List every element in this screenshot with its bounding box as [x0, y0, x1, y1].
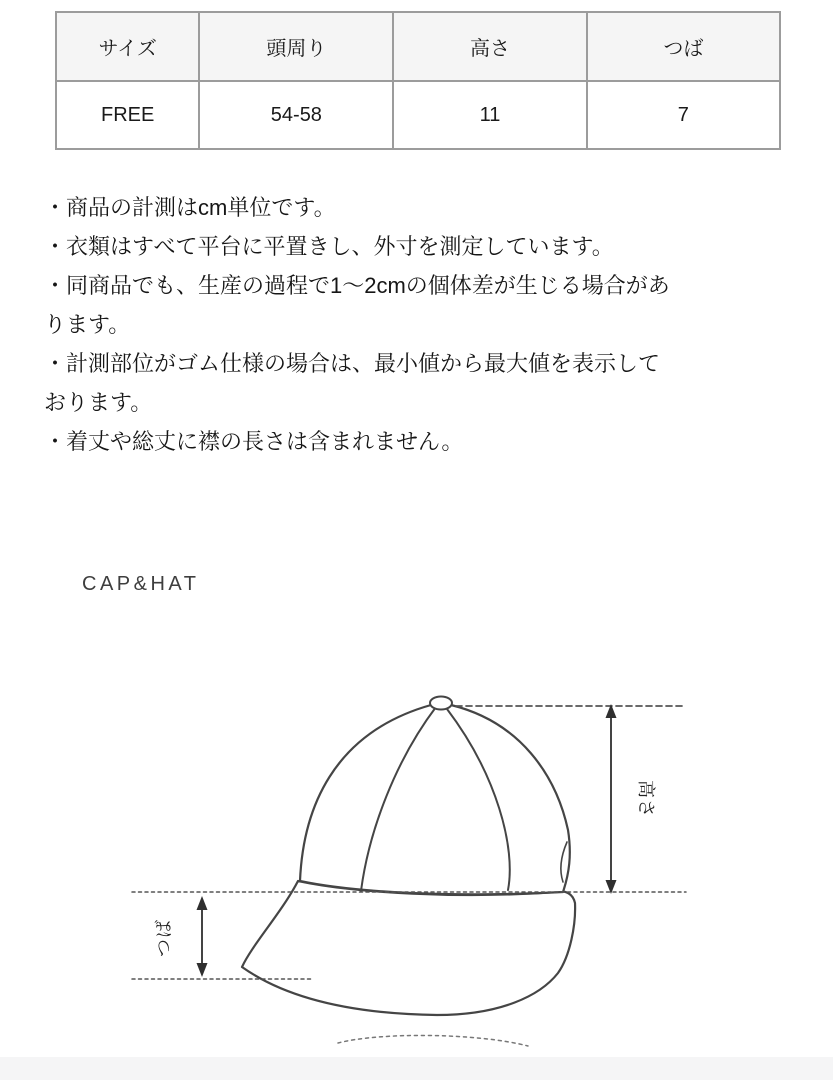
table-header-row [56, 12, 780, 81]
brim-arrow [197, 896, 208, 977]
cell-head-circumference: 54-58 [199, 81, 393, 149]
cap-crown [300, 705, 570, 894]
col-header-head-circumference: 頭周り [199, 12, 393, 81]
measurement-notes [44, 188, 794, 461]
col-header-brim: つば [587, 12, 780, 81]
section-heading: CAP&HAT [82, 573, 200, 595]
footer-band [0, 1057, 833, 1080]
cap-diagram [0, 660, 833, 1080]
cap-button [430, 697, 452, 710]
note-line: ります。 [44, 312, 131, 337]
cell-size: FREE [56, 81, 199, 149]
note-line: おります。 [44, 390, 153, 415]
col-header-height: 高さ [393, 12, 586, 81]
col-header-size: サイズ [56, 12, 199, 81]
cap-brim [242, 881, 575, 1015]
note-line: ・同商品でも、生産の過程で1〜2cmの個体差が生じる場合があ [44, 273, 670, 298]
base-dashed-arc [338, 1035, 528, 1046]
note-line: ・着丈や総丈に襟の長さは含まれません。 [44, 429, 464, 454]
brim-dimension-label: つば [154, 919, 174, 957]
height-arrow [606, 704, 617, 894]
cell-height: 11 [393, 81, 586, 149]
table-row [56, 81, 780, 149]
note-line: ・計測部位がゴム仕様の場合は、最小値から最大値を表示して [44, 351, 661, 376]
note-line: ・衣類はすべて平台に平置きし、外寸を測定しています。 [44, 234, 614, 259]
size-table [55, 11, 781, 150]
note-line: ・商品の計測はcm単位です。 [44, 195, 336, 220]
cell-brim: 7 [587, 81, 780, 149]
height-dimension-label: 高さ [636, 780, 656, 818]
